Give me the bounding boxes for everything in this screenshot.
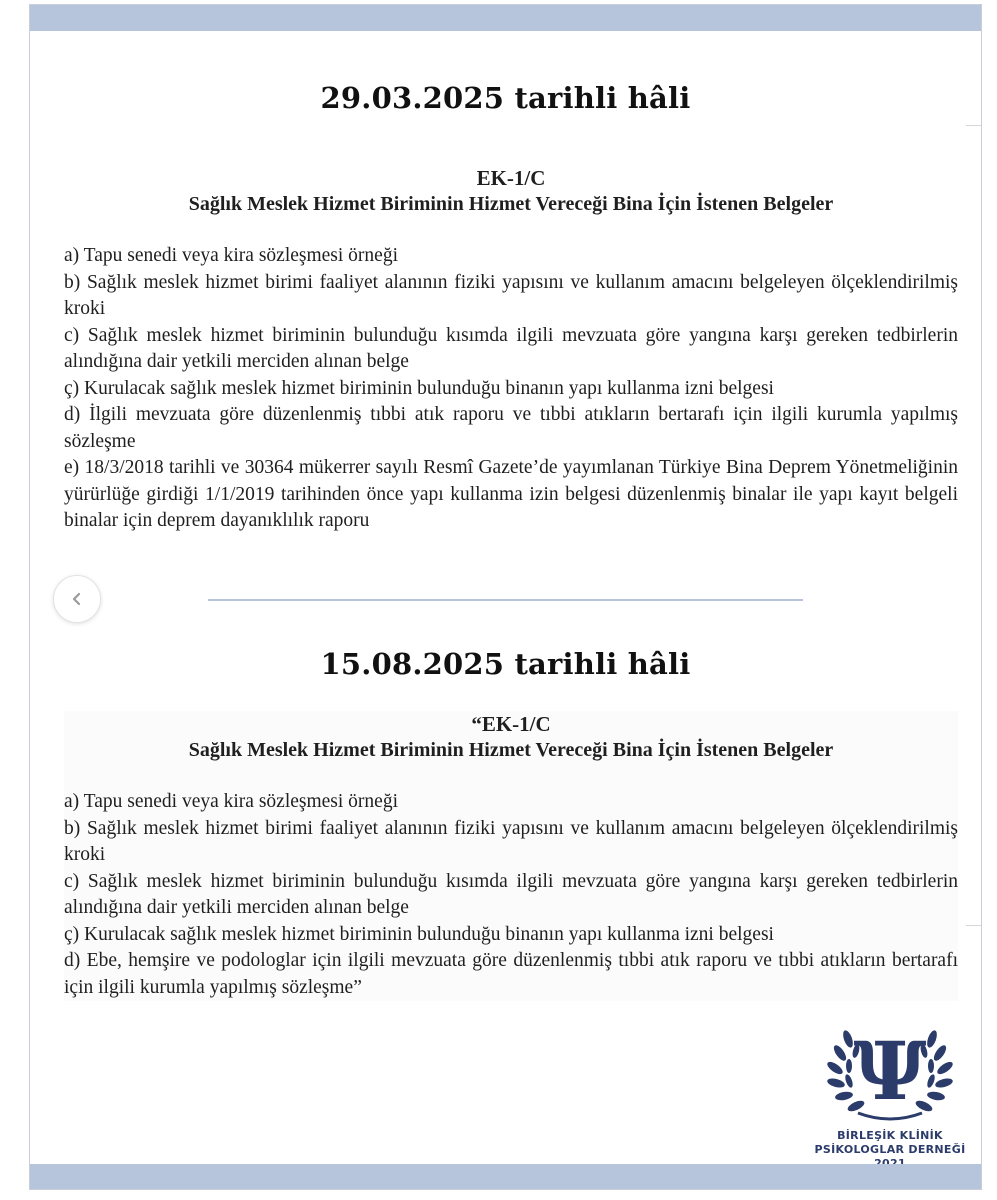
post-image-frame bbox=[29, 4, 982, 1190]
list-item: d) İlgili mevzuata göre düzenlenmiş tıbbi atık raporu ve tıbbi atıkların bertarafı için ilgili kurumla yapılmış sözleşme bbox=[64, 404, 958, 452]
list-item: ç) Kurulacak sağlık meslek hizmet biriminin bulunduğu binanın yapı kullanma izni belgesi bbox=[64, 923, 774, 945]
list-item: b) Sağlık meslek hizmet birimi faaliyet alanının fiziki yapısını ve kullanım amacını belgeleyen ölçeklendirilmiş kroki bbox=[64, 817, 958, 865]
section-divider bbox=[208, 599, 803, 601]
list-item: a) Tapu senedi veya kira sözleşmesi örneği bbox=[64, 245, 398, 266]
annex-label: “EK-1/C bbox=[471, 712, 551, 736]
list-item: a) Tapu senedi veya kira sözleşmesi örneği bbox=[64, 791, 398, 812]
document-new-version bbox=[64, 711, 958, 1001]
list-item: e) 18/3/2018 tarihli ve 30364 mükerrer sayılı Resmî Gazete’de yayımlanan Türkiye Bina Deprem Yönetmeliğinin yürürlüğe girdiği 1/1/2019 tarihinden önce yapı kullanma izin belgesi düzenlenmiş binalar ile yapı kayıt belgeli binalar için deprem dayanıklılık raporu bbox=[64, 457, 958, 531]
right-edge-line bbox=[966, 125, 981, 126]
logo-line-1: BİRLEŞİK KLİNİK bbox=[837, 1129, 943, 1142]
list-item: c) Sağlık meslek hizmet biriminin bulunduğu kısımda ilgili mevzuata göre yangına karşı gereken tedbirlerin alındığına dair yetkili merciden alınan belge bbox=[64, 870, 958, 918]
document-old-version bbox=[64, 165, 958, 535]
annex-subtitle: Sağlık Meslek Hizmet Biriminin Hizmet Vereceği Bina İçin İstenen Belgeler bbox=[188, 739, 834, 761]
psi-laurel-icon bbox=[818, 1017, 962, 1127]
date-heading-new: 15.08.2025 tarihli hâli bbox=[320, 647, 691, 681]
logo-line-2: PSİKOLOGLAR DERNEĞİ bbox=[814, 1143, 966, 1156]
association-logo bbox=[800, 1017, 980, 1167]
previous-slide-button[interactable] bbox=[53, 575, 101, 623]
right-edge-line bbox=[966, 925, 981, 926]
annex-label: EK-1/C bbox=[476, 166, 546, 190]
psi-symbol: Ψ bbox=[853, 1024, 927, 1118]
top-color-band bbox=[30, 5, 981, 31]
list-item: ç) Kurulacak sağlık meslek hizmet biriminin bulunduğu binanın yapı kullanma izni belgesi bbox=[64, 377, 774, 399]
chevron-left-icon bbox=[69, 591, 85, 607]
date-heading-old: 29.03.2025 tarihli hâli bbox=[320, 81, 691, 115]
list-item: c) Sağlık meslek hizmet biriminin bulunduğu kısımda ilgili mevzuata göre yangına karşı gereken tedbirlerin alındığına dair yetkili merciden alınan belge bbox=[64, 324, 958, 372]
annex-subtitle: Sağlık Meslek Hizmet Biriminin Hizmet Vereceği Bina İçin İstenen Belgeler bbox=[188, 193, 834, 215]
bottom-color-band bbox=[30, 1164, 981, 1189]
list-item: b) Sağlık meslek hizmet birimi faaliyet alanının fiziki yapısını ve kullanım amacını belgeleyen ölçeklendirilmiş kroki bbox=[64, 271, 958, 319]
list-item: d) Ebe, hemşire ve podologlar için ilgili mevzuata göre düzenlenmiş tıbbi atık raporu ve tıbbi atıkların bertarafı için ilgili kurumla yapılmış sözleşme” bbox=[64, 950, 958, 998]
